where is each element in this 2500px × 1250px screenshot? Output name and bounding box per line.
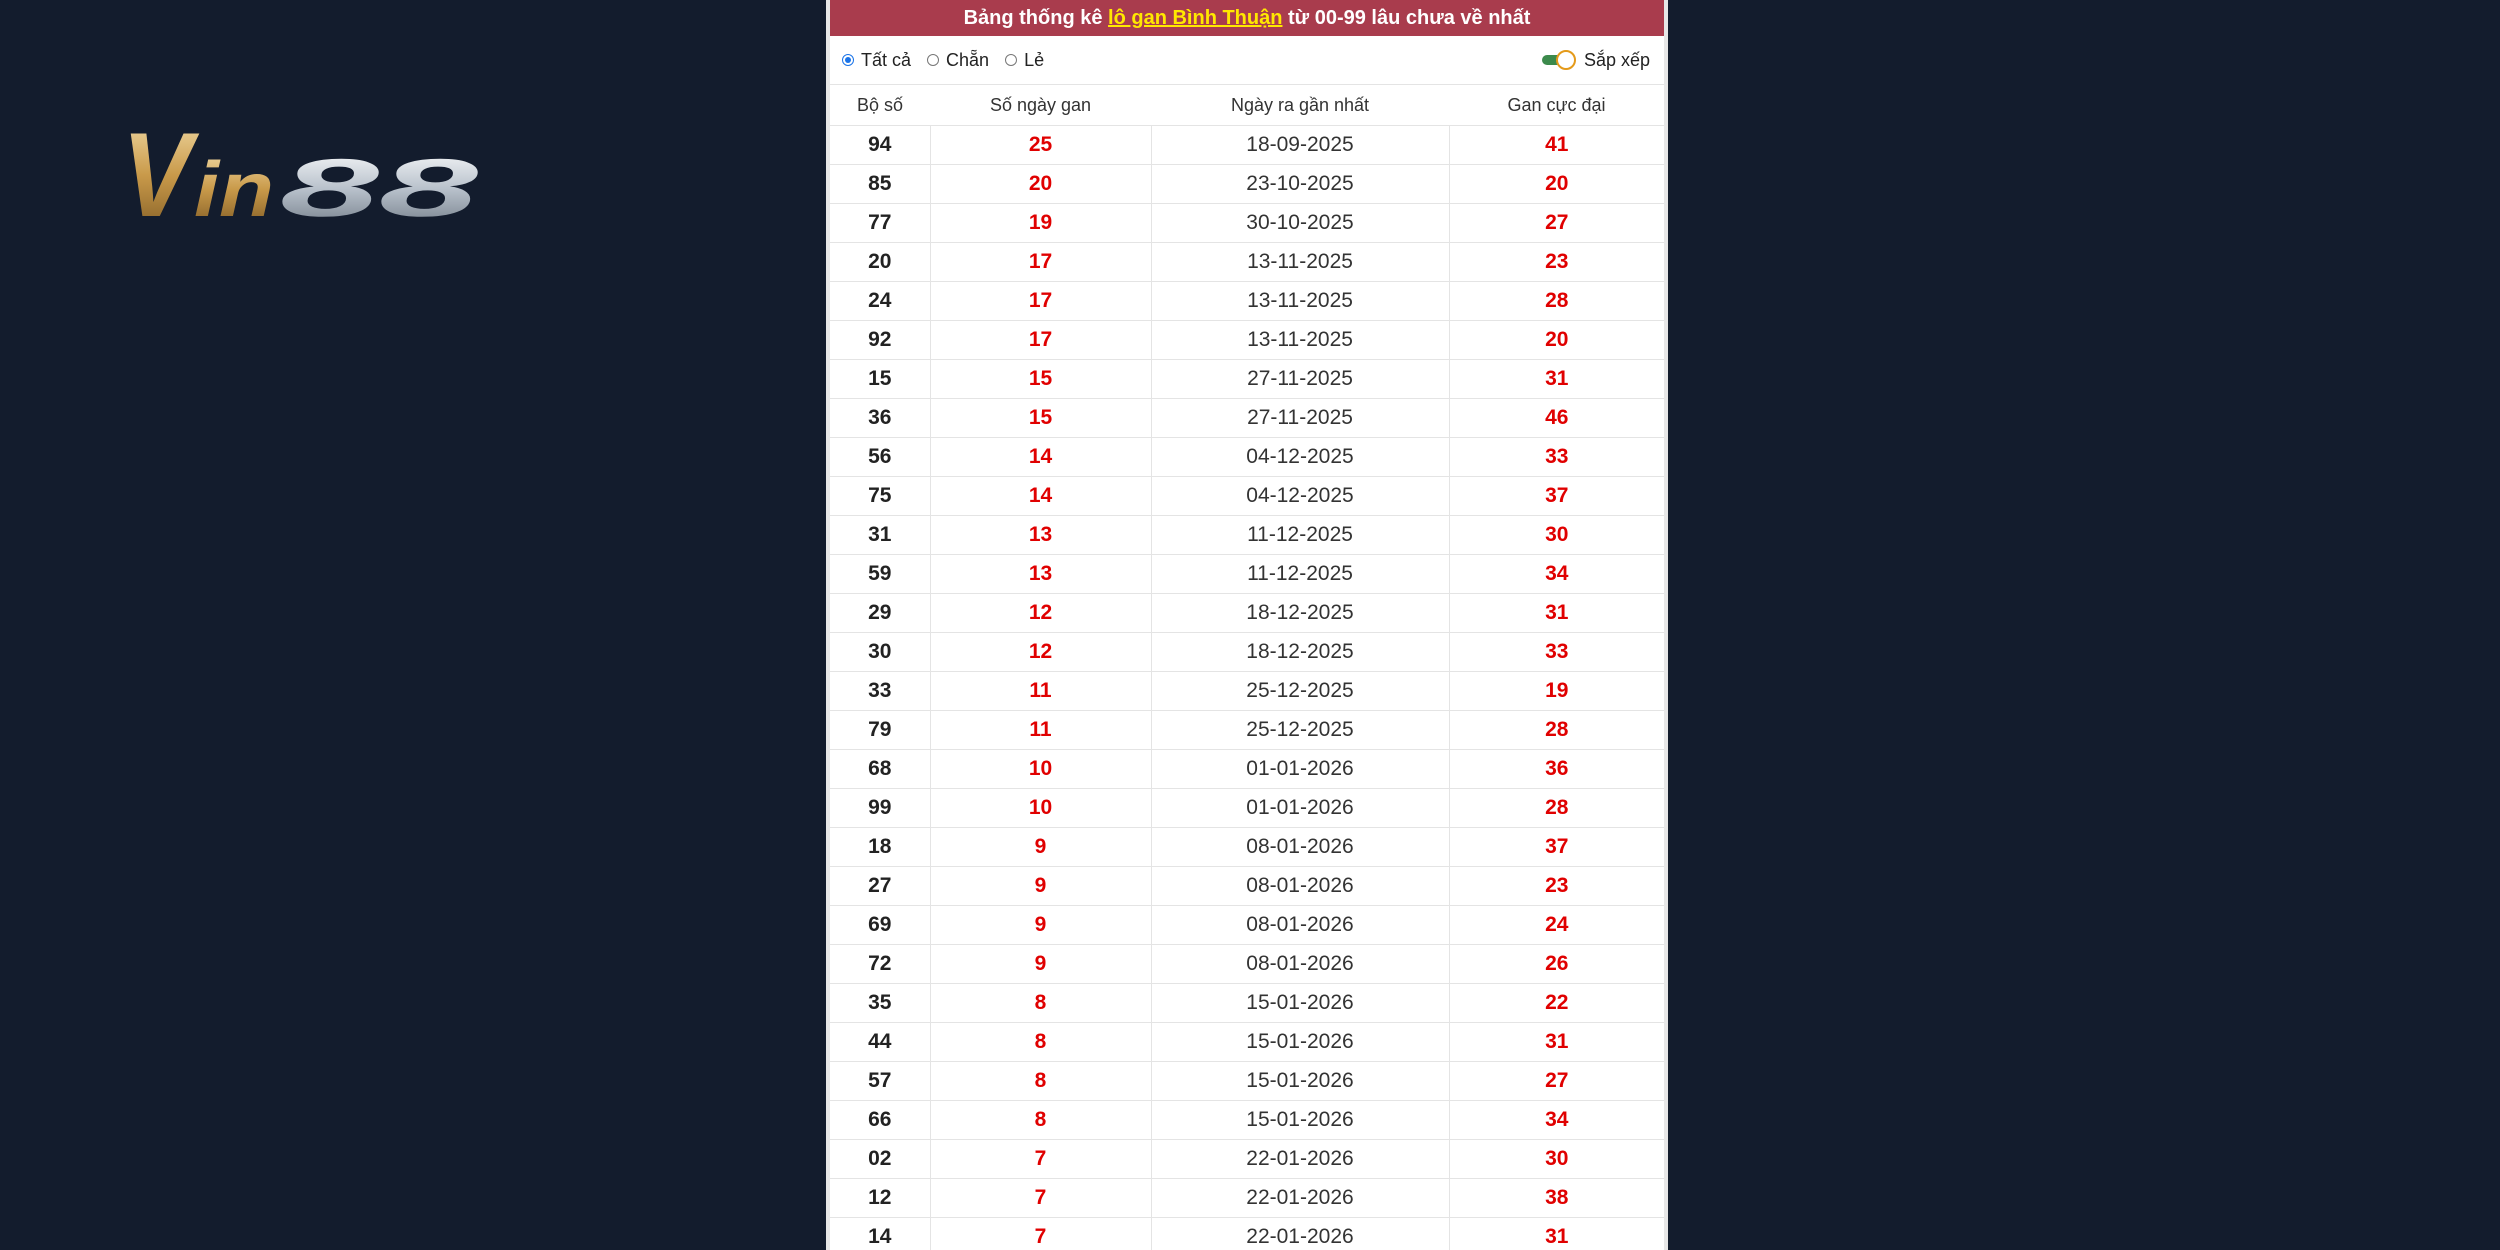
ngay-ra-cell: 04-12-2025 [1151,477,1449,516]
gan-cuc-dai-cell: 33 [1449,438,1664,477]
header-ngay-ra-gan-nhat: Ngày ra gần nhất [1151,85,1449,126]
ngay-ra-cell: 15-01-2026 [1151,1023,1449,1062]
table-title [830,0,1664,36]
so-ngay-gan-cell: 14 [930,477,1151,516]
so-ngay-gan-cell: 9 [930,867,1151,906]
table-row [830,1179,1664,1218]
gan-cuc-dai-cell: 27 [1449,204,1664,243]
gan-cuc-dai-cell: 30 [1449,516,1664,555]
gan-cuc-dai-cell: 31 [1449,594,1664,633]
radio-all[interactable] [842,50,911,71]
gan-cuc-dai-cell: 20 [1449,165,1664,204]
radio-empty-icon[interactable] [1005,54,1017,66]
bo-so-cell: 15 [830,360,930,399]
table-row [830,1023,1664,1062]
gan-cuc-dai-cell: 23 [1449,243,1664,282]
ngay-ra-cell: 01-01-2026 [1151,750,1449,789]
ngay-ra-cell: 13-11-2025 [1151,282,1449,321]
title-prefix: Bảng thống kê [963,7,1109,29]
bo-so-cell: 30 [830,633,930,672]
sort-toggle[interactable] [1542,50,1578,70]
gan-cuc-dai-cell: 37 [1449,477,1664,516]
so-ngay-gan-cell: 25 [930,126,1151,165]
table-row [830,243,1664,282]
gan-cuc-dai-cell: 28 [1449,282,1664,321]
ngay-ra-cell: 08-01-2026 [1151,906,1449,945]
bo-so-cell: 79 [830,711,930,750]
bo-so-cell: 18 [830,828,930,867]
bo-so-cell: 27 [830,867,930,906]
table-row [830,477,1664,516]
header-gan-cuc-dai: Gan cực đại [1449,85,1664,126]
bo-so-cell: 69 [830,906,930,945]
so-ngay-gan-cell: 17 [930,282,1151,321]
bo-so-cell: 85 [830,165,930,204]
bo-so-cell: 75 [830,477,930,516]
table-row [830,516,1664,555]
bo-so-cell: 02 [830,1140,930,1179]
gan-cuc-dai-cell: 31 [1449,1218,1664,1250]
bo-so-cell: 99 [830,789,930,828]
sort-control[interactable] [1542,50,1650,71]
so-ngay-gan-cell: 12 [930,633,1151,672]
table-header-row [830,85,1664,126]
table-row [830,789,1664,828]
ngay-ra-cell: 18-12-2025 [1151,594,1449,633]
ngay-ra-cell: 22-01-2026 [1151,1179,1449,1218]
ngay-ra-cell: 08-01-2026 [1151,828,1449,867]
so-ngay-gan-cell: 19 [930,204,1151,243]
ngay-ra-cell: 18-09-2025 [1151,126,1449,165]
bo-so-cell: 68 [830,750,930,789]
gan-cuc-dai-cell: 28 [1449,789,1664,828]
gan-cuc-dai-cell: 31 [1449,1023,1664,1062]
bo-so-cell: 57 [830,1062,930,1101]
bo-so-cell: 12 [830,1179,930,1218]
bo-so-cell: 24 [830,282,930,321]
bo-so-cell: 94 [830,126,930,165]
so-ngay-gan-cell: 9 [930,906,1151,945]
gan-cuc-dai-cell: 46 [1449,399,1664,438]
bo-so-cell: 31 [830,516,930,555]
so-ngay-gan-cell: 9 [930,945,1151,984]
ngay-ra-cell: 08-01-2026 [1151,867,1449,906]
table-row [830,906,1664,945]
gan-cuc-dai-cell: 22 [1449,984,1664,1023]
sort-label: Sắp xếp [1583,49,1650,70]
bo-so-cell: 66 [830,1101,930,1140]
ngay-ra-cell: 22-01-2026 [1151,1140,1449,1179]
table-row [830,438,1664,477]
so-ngay-gan-cell: 10 [930,750,1151,789]
gan-cuc-dai-cell: 33 [1449,633,1664,672]
table-row [830,1218,1664,1250]
so-ngay-gan-cell: 15 [930,360,1151,399]
table-row [830,750,1664,789]
ngay-ra-cell: 11-12-2025 [1151,555,1449,594]
svg-text:88: 88 [280,143,479,228]
bo-so-cell: 56 [830,438,930,477]
so-ngay-gan-cell: 17 [930,243,1151,282]
table-row [830,945,1664,984]
table-row [830,711,1664,750]
so-ngay-gan-cell: 15 [930,399,1151,438]
table-row [830,672,1664,711]
so-ngay-gan-cell: 17 [930,321,1151,360]
table-row [830,555,1664,594]
bo-so-cell: 14 [830,1218,930,1250]
bo-so-cell: 77 [830,204,930,243]
header-bo-so: Bộ số [830,85,930,126]
so-ngay-gan-cell: 7 [930,1179,1151,1218]
radio-odd-label: Lẻ [1024,49,1045,70]
gan-cuc-dai-cell: 41 [1449,126,1664,165]
ngay-ra-cell: 23-10-2025 [1151,165,1449,204]
table-row [830,399,1664,438]
ngay-ra-cell: 15-01-2026 [1151,1101,1449,1140]
title-suffix: từ 00-99 lâu chưa về nhất [1282,7,1531,29]
table-body [830,126,1664,1250]
bo-so-cell: 29 [830,594,930,633]
ngay-ra-cell: 15-01-2026 [1151,1062,1449,1101]
ngay-ra-cell: 30-10-2025 [1151,204,1449,243]
title-highlight-link[interactable]: lô gan Bình Thuận [1108,7,1283,29]
table-row [830,984,1664,1023]
ngay-ra-cell: 01-01-2026 [1151,789,1449,828]
gan-cuc-dai-cell: 38 [1449,1179,1664,1218]
bo-so-cell: 44 [830,1023,930,1062]
vin88-logo[interactable] [122,118,482,228]
radio-even[interactable] [927,50,989,71]
ngay-ra-cell: 27-11-2025 [1151,399,1449,438]
bo-so-cell: 92 [830,321,930,360]
ngay-ra-cell: 15-01-2026 [1151,984,1449,1023]
radio-selected-icon[interactable] [842,54,854,66]
toggle-knob [1556,50,1576,70]
so-ngay-gan-cell: 13 [930,516,1151,555]
ngay-ra-cell: 22-01-2026 [1151,1218,1449,1250]
so-ngay-gan-cell: 12 [930,594,1151,633]
bo-so-cell: 72 [830,945,930,984]
table-row [830,282,1664,321]
so-ngay-gan-cell: 10 [930,789,1151,828]
radio-odd[interactable] [1005,50,1044,71]
gan-cuc-dai-cell: 20 [1449,321,1664,360]
radio-even-label: Chẵn [946,49,990,70]
ngay-ra-cell: 18-12-2025 [1151,633,1449,672]
gan-cuc-dai-cell: 31 [1449,360,1664,399]
gan-cuc-dai-cell: 26 [1449,945,1664,984]
table-row [830,828,1664,867]
filter-bar [830,36,1664,85]
header-so-ngay-gan: Số ngày gan [930,85,1151,126]
ngay-ra-cell: 25-12-2025 [1151,711,1449,750]
table-row [830,1101,1664,1140]
table-row [830,1140,1664,1179]
so-ngay-gan-cell: 11 [930,672,1151,711]
gan-cuc-dai-cell: 24 [1449,906,1664,945]
radio-empty-icon[interactable] [927,54,939,66]
so-ngay-gan-cell: 20 [930,165,1151,204]
gan-cuc-dai-cell: 23 [1449,867,1664,906]
svg-text:V: V [122,118,200,228]
ngay-ra-cell: 13-11-2025 [1151,243,1449,282]
table-row [830,360,1664,399]
table-row [830,165,1664,204]
table-row [830,204,1664,243]
bo-so-cell: 59 [830,555,930,594]
so-ngay-gan-cell: 7 [930,1218,1151,1250]
bo-so-cell: 36 [830,399,930,438]
gan-cuc-dai-cell: 30 [1449,1140,1664,1179]
so-ngay-gan-cell: 13 [930,555,1151,594]
parity-filter [842,50,1060,71]
gan-cuc-dai-cell: 28 [1449,711,1664,750]
table-row [830,126,1664,165]
lo-gan-table [830,85,1664,1250]
bo-so-cell: 33 [830,672,930,711]
so-ngay-gan-cell: 8 [930,984,1151,1023]
gan-cuc-dai-cell: 37 [1449,828,1664,867]
so-ngay-gan-cell: 9 [930,828,1151,867]
gan-cuc-dai-cell: 34 [1449,555,1664,594]
ngay-ra-cell: 27-11-2025 [1151,360,1449,399]
gan-cuc-dai-cell: 19 [1449,672,1664,711]
so-ngay-gan-cell: 7 [930,1140,1151,1179]
gan-cuc-dai-cell: 34 [1449,1101,1664,1140]
table-row [830,1062,1664,1101]
bo-so-cell: 20 [830,243,930,282]
table-row [830,633,1664,672]
ngay-ra-cell: 04-12-2025 [1151,438,1449,477]
ngay-ra-cell: 25-12-2025 [1151,672,1449,711]
ngay-ra-cell: 08-01-2026 [1151,945,1449,984]
bo-so-cell: 35 [830,984,930,1023]
table-row [830,321,1664,360]
ngay-ra-cell: 13-11-2025 [1151,321,1449,360]
svg-text:in: in [194,145,274,228]
gan-cuc-dai-cell: 27 [1449,1062,1664,1101]
so-ngay-gan-cell: 8 [930,1023,1151,1062]
table-row [830,867,1664,906]
lo-gan-panel [826,0,1668,1250]
table-row [830,594,1664,633]
ngay-ra-cell: 11-12-2025 [1151,516,1449,555]
so-ngay-gan-cell: 8 [930,1062,1151,1101]
so-ngay-gan-cell: 8 [930,1101,1151,1140]
radio-all-label: Tất cả [861,49,912,70]
gan-cuc-dai-cell: 36 [1449,750,1664,789]
so-ngay-gan-cell: 11 [930,711,1151,750]
so-ngay-gan-cell: 14 [930,438,1151,477]
